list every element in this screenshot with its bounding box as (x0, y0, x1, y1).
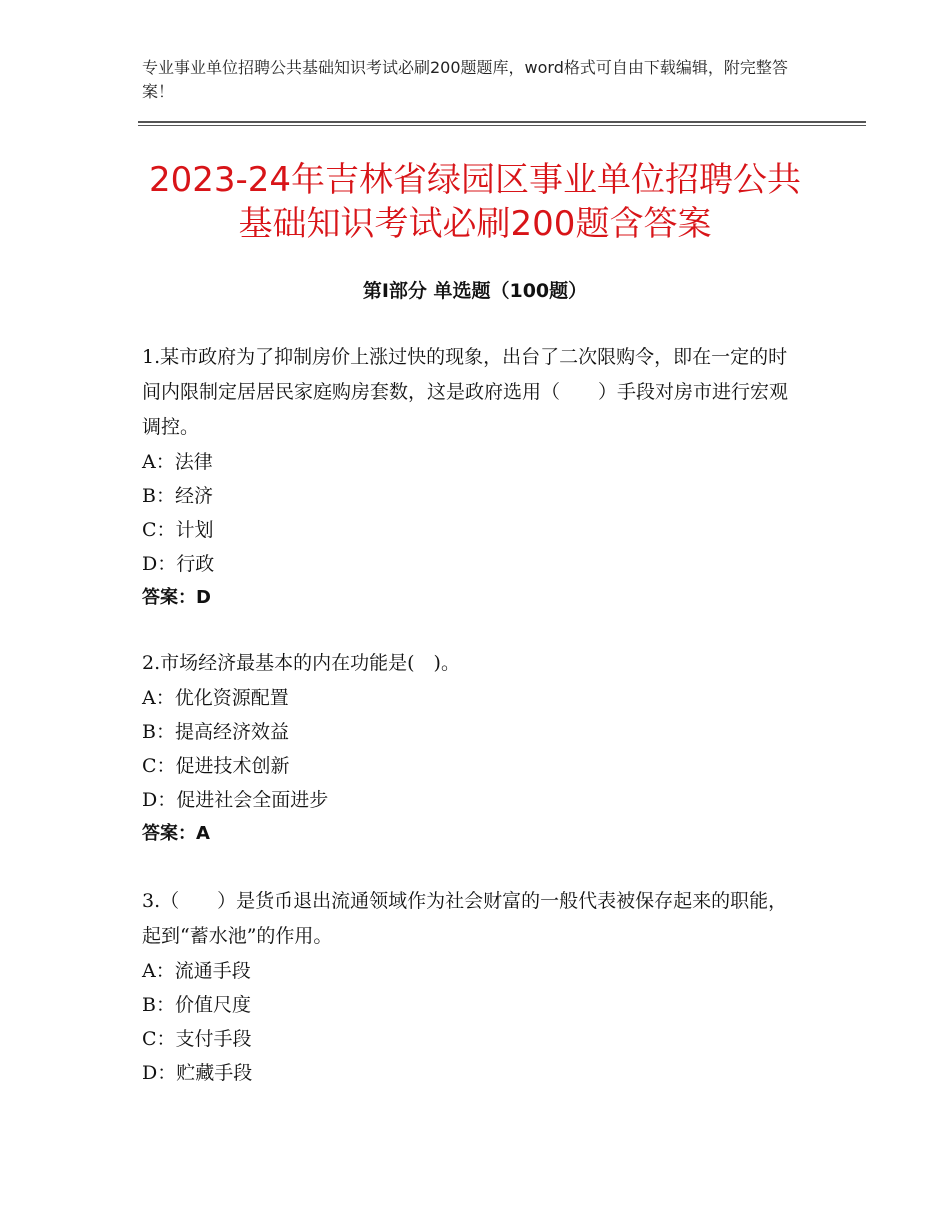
option-b: B：价值尺度 (142, 994, 251, 1016)
question-1 (142, 340, 802, 615)
option-d: D：贮藏手段 (142, 1062, 253, 1084)
question-2 (142, 646, 802, 851)
title-line-2: 基础知识考试必刷200题含答案 (238, 204, 712, 244)
header-divider (138, 121, 866, 123)
question-stem: 2.市场经济最基本的内在功能是( )。 (142, 652, 460, 674)
option-c: C：促进技术创新 (142, 755, 290, 777)
option-a: A：法律 (142, 451, 213, 473)
question-stem: 3.（ ）是货币退出流通领域作为社会财富的一般代表被保存起来的职能，起到“蓄水池”的作用。 (142, 890, 788, 947)
header-note: 专业事业单位招聘公共基础知识考试必刷200题题库，word格式可自由下载编辑，附完整答案！ (142, 58, 788, 101)
option-b: B：提高经济效益 (142, 721, 289, 743)
option-d: D：行政 (142, 553, 215, 575)
answer: 答案：D (142, 587, 211, 608)
header-divider-thin (138, 125, 866, 126)
question-3 (142, 884, 802, 1090)
section-heading: 第Ⅰ部分 单选题（100题） (362, 280, 588, 302)
option-d: D：促进社会全面进步 (142, 789, 329, 811)
option-c: C：计划 (142, 519, 214, 541)
option-c: C：支付手段 (142, 1028, 252, 1050)
answer: 答案：A (142, 823, 210, 844)
option-a: A：流通手段 (142, 960, 251, 982)
option-a: A：优化资源配置 (142, 687, 289, 709)
document-title (120, 158, 830, 246)
option-b: B：经济 (142, 485, 213, 507)
title-line-1: 2023-24年吉林省绿园区事业单位招聘公共 (148, 160, 802, 200)
question-stem: 1.某市政府为了抑制房价上涨过快的现象，出台了二次限购令，即在一定的时间内限制定居居民家庭购房套数，这是政府选用（ ）手段对房市进行宏观调控。 (142, 346, 789, 438)
